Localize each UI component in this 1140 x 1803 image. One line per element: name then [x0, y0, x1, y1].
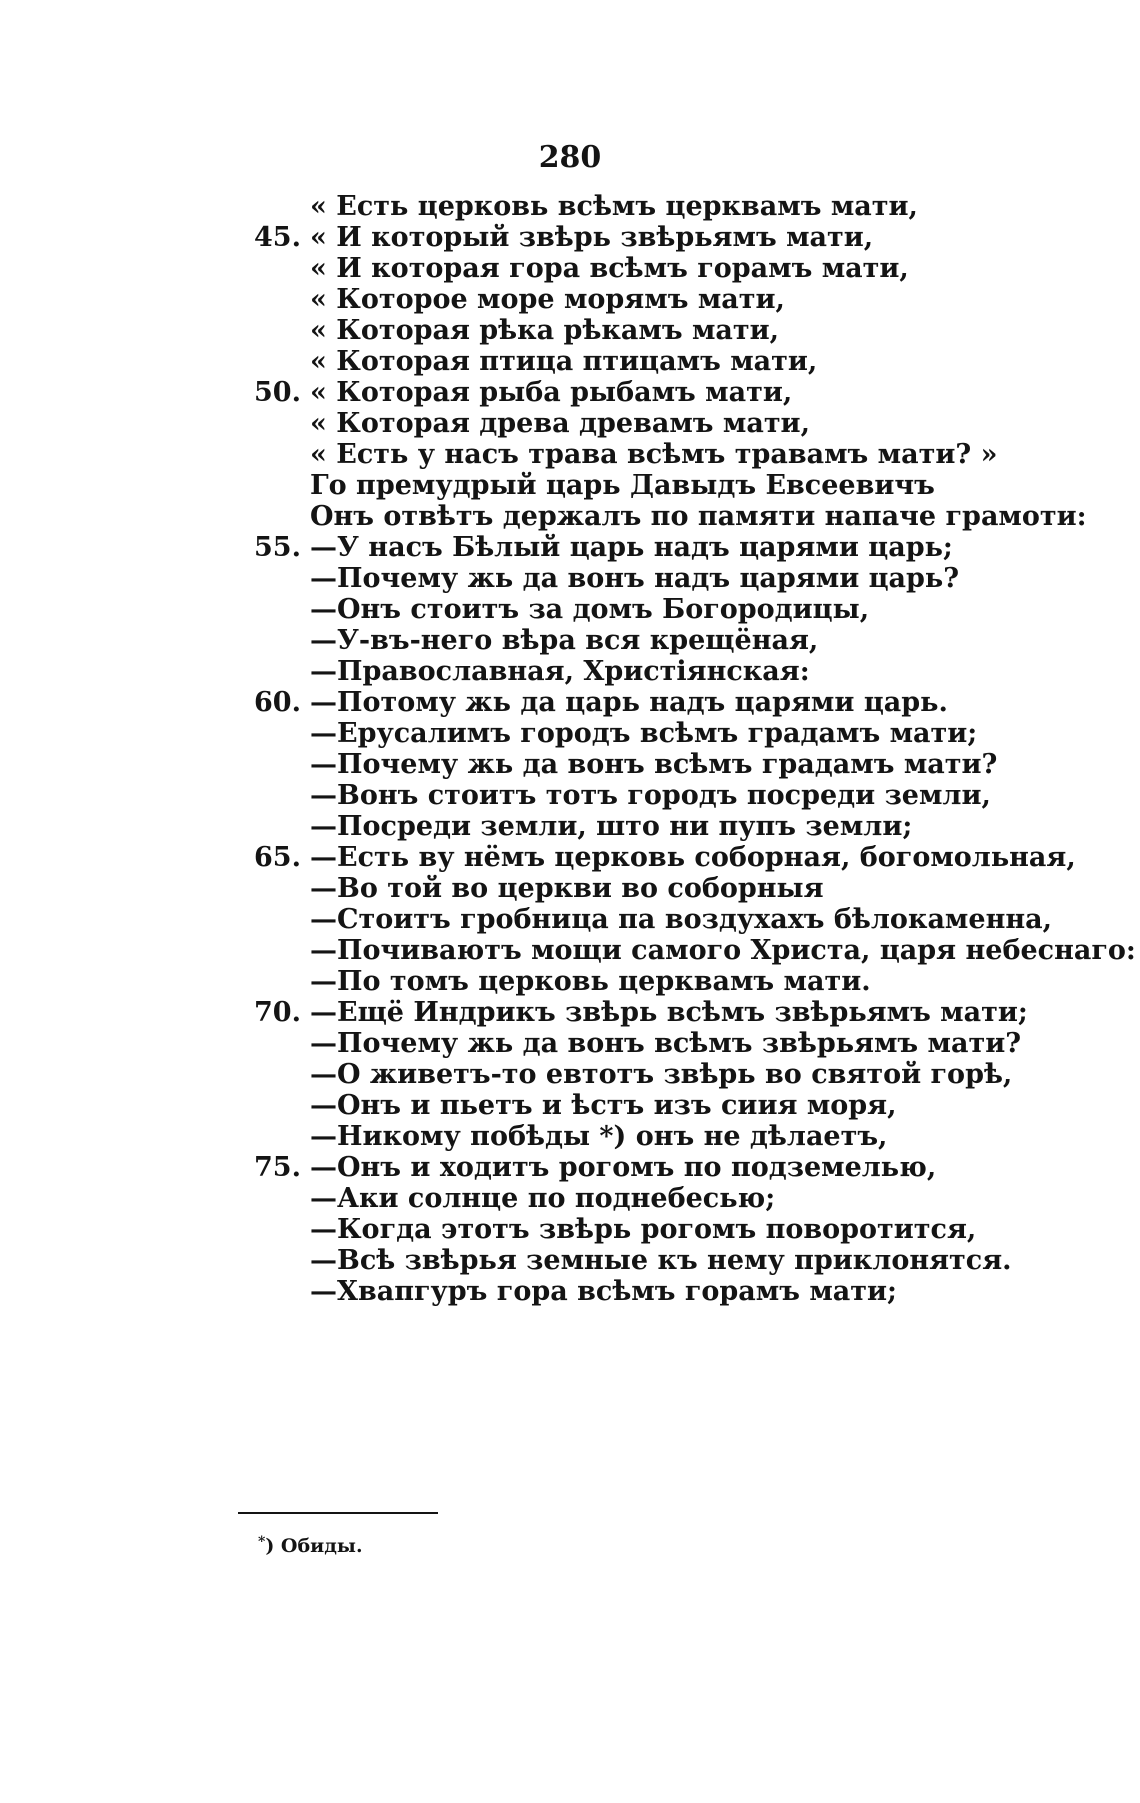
- verse-line: [0, 717, 1140, 751]
- verse-line: [0, 655, 1140, 689]
- verse-line: [0, 624, 1140, 658]
- verse-line: [0, 686, 1140, 720]
- verse-text: —Стоитъ гробница па воздухахъ бѣлокаменна,: [310, 904, 1052, 935]
- verse-text: —Ерусалимъ городъ всѣмъ градамъ мати;: [310, 718, 978, 749]
- verse-text: —Почему жь да вонъ всѣмъ градамъ мати?: [310, 749, 998, 780]
- verse-line: [0, 221, 1140, 255]
- verse-text: —Православная, Христіянская:: [310, 656, 810, 687]
- line-number: 75.: [254, 1152, 301, 1183]
- verse-text: Онъ отвѣтъ держалъ по памяти напаче грамоти:: [310, 501, 1087, 532]
- verse-text: —Потому жь да царь надъ царями царь.: [310, 687, 948, 718]
- verse-line: [0, 996, 1140, 1030]
- verse-line: [0, 314, 1140, 348]
- verse-text: « Которая рѣка рѣкамъ мати,: [310, 315, 780, 346]
- verse-line: [0, 779, 1140, 813]
- verse-line: [0, 810, 1140, 844]
- verse-text: —Во той во церкви во соборныя: [310, 873, 824, 904]
- verse-text: Го премудрый царь Давыдъ Евсеевичъ: [310, 470, 935, 501]
- footnote: [258, 1534, 363, 1557]
- verse-line: [0, 1275, 1140, 1309]
- verse-line: [0, 748, 1140, 782]
- verse-text: —Онъ и ходитъ рогомъ по подземелью,: [310, 1152, 937, 1183]
- verse-text: « Которое море морямъ мати,: [310, 284, 785, 315]
- verse-line: [0, 407, 1140, 441]
- verse-text: —По томъ церковь церквамъ мати.: [310, 966, 871, 997]
- verse-text: « И которая гора всѣмъ горамъ мати,: [310, 253, 909, 284]
- verse-text: —Аки солнце по поднебесью;: [310, 1183, 776, 1214]
- verse-line: [0, 1027, 1140, 1061]
- verse-text: —Почиваютъ мощи самого Христа, царя небеснаго:: [310, 935, 1136, 966]
- verse-text: —Никому побѣды *) онъ не дѣлаетъ,: [310, 1121, 888, 1152]
- verse-text: « Есть церковь всѣмъ церквамъ мати,: [310, 191, 918, 222]
- line-number: 50.: [254, 377, 301, 408]
- verse-line: [0, 593, 1140, 627]
- verse-text: « Которая рыба рыбамъ мати,: [310, 377, 793, 408]
- verse-text: —О живетъ-то евтотъ звѣрь во святой горѣ,: [310, 1059, 1013, 1090]
- line-number: 70.: [254, 997, 301, 1028]
- verse-line: [0, 1151, 1140, 1185]
- verse-line: [0, 903, 1140, 937]
- verse-text: —У-въ-него вѣра вся крещёная,: [310, 625, 819, 656]
- footnote-divider: [238, 1512, 438, 1514]
- verse-line: [0, 934, 1140, 968]
- line-number: 55.: [254, 532, 301, 563]
- verse-line: [0, 841, 1140, 875]
- verse-line: [0, 531, 1140, 565]
- footnote-mark: *: [258, 1534, 266, 1550]
- verse-text: —Посреди земли, што ни пупъ земли;: [310, 811, 913, 842]
- verse-line: [0, 438, 1140, 472]
- verse-line: [0, 1244, 1140, 1278]
- verse-line: [0, 283, 1140, 317]
- verse-text: —Хвапгуръ гора всѣмъ горамъ мати;: [310, 1276, 898, 1307]
- line-number: 65.: [254, 842, 301, 873]
- line-number: 60.: [254, 687, 301, 718]
- verse-line: [0, 1182, 1140, 1216]
- verse-text: —Есть ву нёмъ церковь соборная, богомольная,: [310, 842, 1076, 873]
- verse-line: [0, 562, 1140, 596]
- verse-line: [0, 965, 1140, 999]
- verse-text: —Онъ и пьетъ и ѣстъ изъ сиия моря,: [310, 1090, 897, 1121]
- verse-text: —Когда этотъ звѣрь рогомъ поворотится,: [310, 1214, 977, 1245]
- line-number: 45.: [254, 222, 301, 253]
- footnote-text: ) Обиды.: [265, 1535, 363, 1557]
- verse-line: [0, 872, 1140, 906]
- page-number: 280: [538, 140, 602, 175]
- verse-text: —Онъ стоитъ за домъ Богородицы,: [310, 594, 870, 625]
- verse-line: [0, 1089, 1140, 1123]
- verse-text: « И который звѣрь звѣрьямъ мати,: [310, 222, 874, 253]
- verse-text: « Есть у насъ трава всѣмъ травамъ мати? »: [310, 439, 998, 470]
- verse-text: —У насъ Бѣлый царь надъ царями царь;: [310, 532, 953, 563]
- verse-text: —Почему жь да вонъ всѣмъ звѣрьямъ мати?: [310, 1028, 1022, 1059]
- verse-text: —Почему жь да вонъ надъ царями царь?: [310, 563, 960, 594]
- verse-line: [0, 1120, 1140, 1154]
- verse-line: [0, 469, 1140, 503]
- verse-text: « Которая птица птицамъ мати,: [310, 346, 818, 377]
- verse-line: [0, 1213, 1140, 1247]
- verse-line: [0, 190, 1140, 224]
- verse-line: [0, 1058, 1140, 1092]
- verse-line: [0, 252, 1140, 286]
- verse-line: [0, 376, 1140, 410]
- verse-line: [0, 345, 1140, 379]
- verse-text: « Которая древа древамъ мати,: [310, 408, 810, 439]
- verse-text: —Всѣ звѣрья земные къ нему приклонятся.: [310, 1245, 1012, 1276]
- verse-line: [0, 500, 1140, 534]
- verse-text: —Вонъ стоитъ тотъ городъ посреди земли,: [310, 780, 991, 811]
- verse-text: —Ещё Индрикъ звѣрь всѣмъ звѣрьямъ мати;: [310, 997, 1028, 1028]
